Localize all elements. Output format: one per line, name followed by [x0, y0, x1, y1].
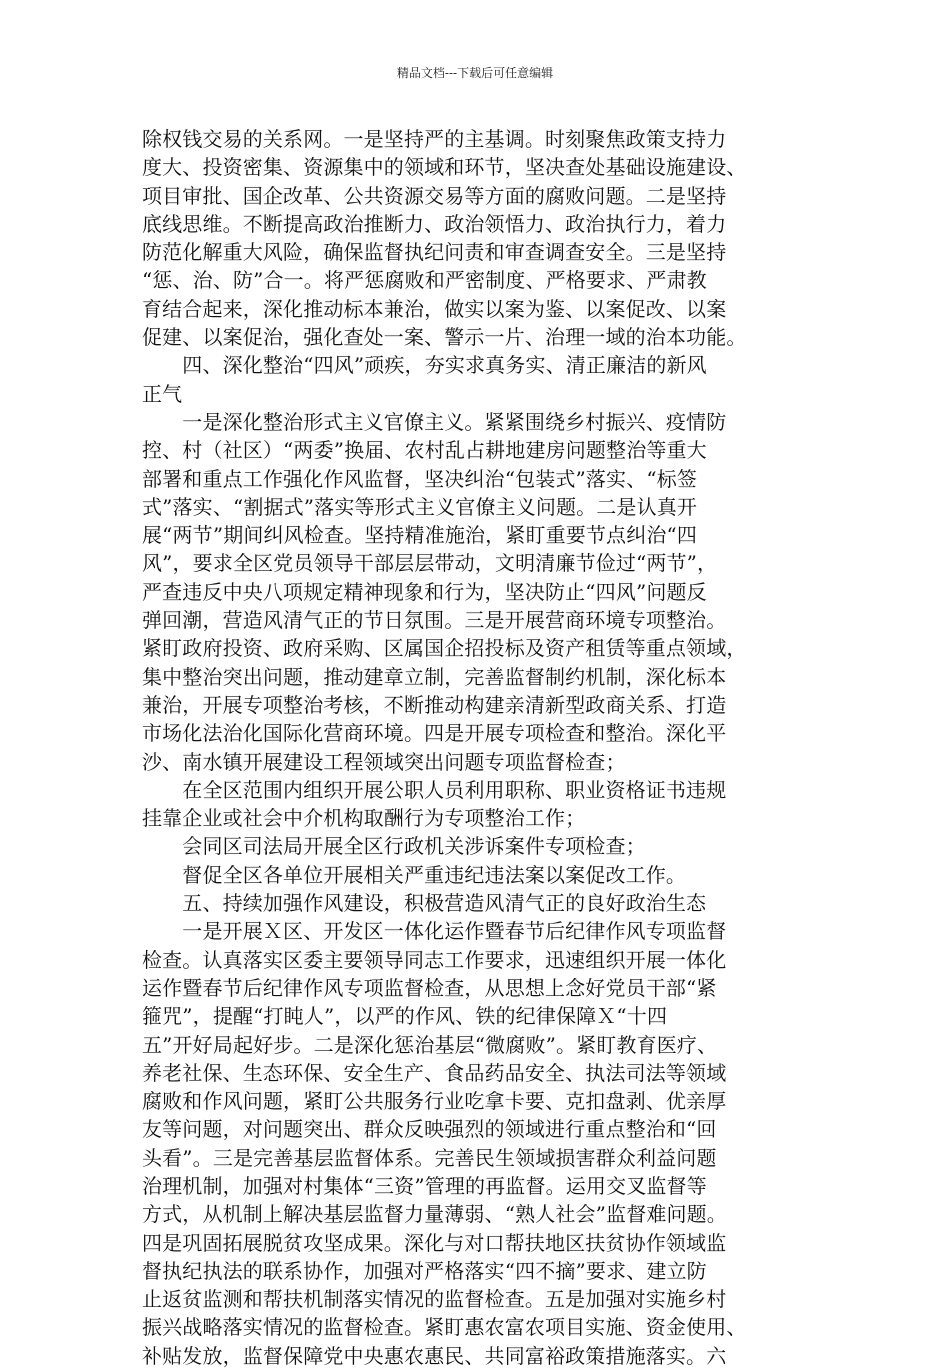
text-line: 会同区司法局开展全区行政机关涉诉案件专项检查；: [142, 834, 646, 859]
text-line: 严查违反中央八项规定精神现象和行为，坚决防止“四风”问题反: [142, 579, 707, 604]
text-line: 度大、投资密集、资源集中的领域和环节，坚决查处基础设施建设、: [142, 155, 747, 180]
text-line: 在全区范围内组织开展公职人员利用职称、职业资格证书违规: [142, 777, 727, 802]
text-line: 沙、南水镇开展建设工程领域突出问题专项监督检查；: [142, 749, 626, 774]
text-line: 五、持续加强作风建设，积极营造风清气正的良好政治生态: [142, 891, 707, 916]
text-line: 底线思维。不断提高政治推断力、政治领悟力、政治执行力，着力: [142, 211, 727, 236]
text-line: “惩、治、防”合一。将严惩腐败和严密制度、严格要求、严肃教: [142, 268, 707, 293]
text-line: 振兴战略落实情况的监督检查。紧盯惠农富农项目实施、资金使用、: [142, 1315, 747, 1340]
text-line: 项目审批、国企改革、公共资源交易等方面的腐败问题。二是坚持: [142, 183, 727, 208]
text-line: 式”落实、“割据式”落实等形式主义官僚主义问题。二是认真开: [142, 494, 698, 519]
text-line: 部署和重点工作强化作风监督，坚决纠治“包装式”落实、“标签: [142, 466, 698, 491]
text-line: 五”开好局起好步。二是深化惩治基层“微腐败”。紧盯教育医疗、: [142, 1032, 718, 1057]
text-line: 控、村（社区）“两委”换届、农村乱占耕地建房问题整治等重大: [142, 438, 707, 463]
text-line: 风”，要求全区党员领导干部层层带动，文明清廉节俭过“两节”，: [142, 551, 718, 576]
text-line: 养老社保、生态环保、安全生产、食品药品安全、执法司法等领域: [142, 1060, 727, 1085]
text-line: 止返贫监测和帮扶机制落实情况的监督检查。五是加强对实施乡村: [142, 1287, 727, 1312]
text-line: 兼治，开展专项整治考核，不断推动构建亲清新型政商关系、打造: [142, 692, 727, 717]
text-line: 督促全区各单位开展相关严重违纪违法案以案促改工作。: [142, 862, 687, 887]
text-line: 治理机制，加强对村集体“三资”管理的再监督。运用交叉监督等: [142, 1173, 707, 1198]
text-line: 补贴发放，监督保障党中央惠农惠民、共同富裕政策措施落实。六: [142, 1343, 727, 1368]
text-line: 紧盯政府投资、政府采购、区属国企招投标及资产租赁等重点领域，: [142, 636, 747, 661]
text-line: 促建、以案促治，强化查处一案、警示一片、治理一域的治本功能。: [142, 325, 747, 350]
text-line: 集中整治突出问题，推动建章立制，完善监督制约机制，深化标本: [142, 664, 727, 689]
text-line: 友等问题，对问题突出、群众反映强烈的领域进行重点整治和“回: [142, 1117, 717, 1142]
text-line: 头看”。三是完善基层监督体系。完善民生领域损害群众利益问题: [142, 1145, 717, 1170]
text-line: 挂靠企业或社会中介机构取酬行为专项整治工作；: [142, 806, 586, 831]
text-line: 正气: [142, 381, 183, 406]
document-body: [142, 125, 812, 1370]
text-line: 一是深化整治形式主义官僚主义。紧紧围绕乡村振兴、疫情防: [142, 409, 727, 434]
text-line: 四、深化整治“四风”顽疾，夯实求真务实、清正廉洁的新风: [142, 353, 707, 378]
text-line: 市场化法治化国际化营商环境。四是开展专项检查和整治。深化平: [142, 721, 727, 746]
text-line: 方式，从机制上解决基层监督力量薄弱、“熟人社会”监督难问题。: [142, 1202, 727, 1227]
page-header: 精品文档---下载后可任意编辑: [396, 66, 554, 80]
text-line: 箍咒”，提醒“打盹人”，以严的作风、铁的纪律保障Ｘ“十四: [142, 1004, 668, 1029]
text-line: 弹回潮，营造风清气正的节日氛围。三是开展营商环境专项整治。: [142, 608, 727, 633]
text-line: 除权钱交易的关系网。一是坚持严的主基调。时刻聚焦政策支持力: [142, 127, 727, 151]
text-line: 检查。认真落实区委主要领导同志工作要求，迅速组织开展一体化: [142, 947, 727, 972]
text-line: 运作暨春节后纪律作风专项监督检查，从思想上念好党员干部“紧: [142, 975, 717, 1000]
text-line: 防范化解重大风险，确保监督执纪问责和审查调查安全。三是坚持: [142, 240, 727, 265]
text-line: 腐败和作风问题，紧盯公共服务行业吃拿卡要、克扣盘剥、优亲厚: [142, 1089, 727, 1114]
text-line: 四是巩固拓展脱贫攻坚成果。深化与对口帮扶地区扶贫协作领域监: [142, 1230, 727, 1255]
text-line: 展“两节”期间纠风检查。坚持精准施治，紧盯重要节点纠治“四: [142, 523, 698, 548]
text-line: 督执纪执法的联系协作，加强对严格落实“四不摘”要求、建立防: [142, 1258, 707, 1283]
text-line: 一是开展Ｘ区、开发区一体化运作暨春节后纪律作风专项监督: [142, 919, 727, 944]
text-line: 育结合起来，深化推动标本兼治，做实以案为鉴、以案促改、以案: [142, 296, 727, 321]
